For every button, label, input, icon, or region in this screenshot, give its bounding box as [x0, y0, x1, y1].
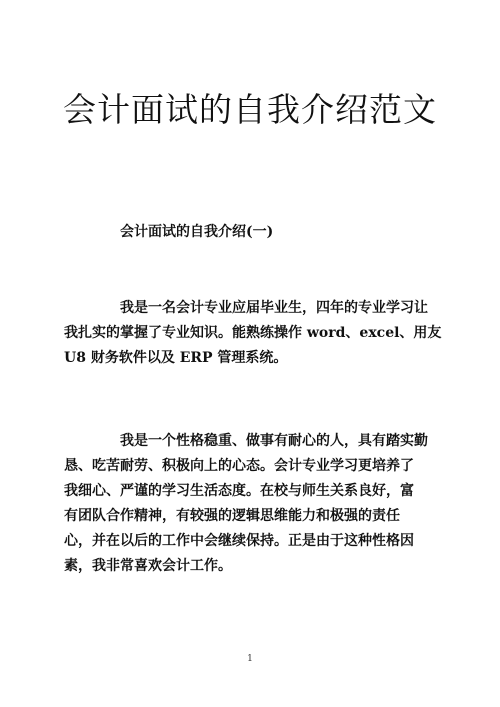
paragraph-2-line-1: 我是一个性格稳重、做事有耐心的人，具有踏实勤 — [120, 433, 428, 449]
paragraph-2-line-6: 素，我非常喜欢会计工作。 — [64, 558, 232, 574]
paragraph-1-line-1: 我是一名会计专业应届毕业生，四年的专业学习让 — [120, 300, 428, 316]
document-title: 会计面试的自我介绍范文 — [63, 90, 437, 129]
paragraph-2 — [64, 429, 436, 579]
paragraph-1-line-2: 我扎实的掌握了专业知识。能熟练操作 word、excel、用友 — [64, 325, 442, 341]
paragraph-1 — [64, 296, 442, 371]
paragraph-2-line-2: 恳、吃苦耐劳、积极向上的心态。会计专业学习更培养了 — [64, 458, 414, 474]
paragraph-2-line-4: 有团队合作精神，有较强的逻辑思维能力和极强的责任 — [64, 508, 400, 524]
page-number: 1 — [247, 654, 253, 664]
paragraph-2-line-5: 心，并在以后的工作中会继续保持。正是由于这种性格因 — [64, 533, 414, 549]
section-heading: 会计面试的自我介绍(一) — [120, 224, 274, 240]
paragraph-1-line-3: U8 财务软件以及 ERP 管理系统。 — [64, 350, 288, 366]
paragraph-2-line-3: 我细心、严谨的学习生活态度。在校与师生关系良好，富 — [64, 483, 414, 499]
